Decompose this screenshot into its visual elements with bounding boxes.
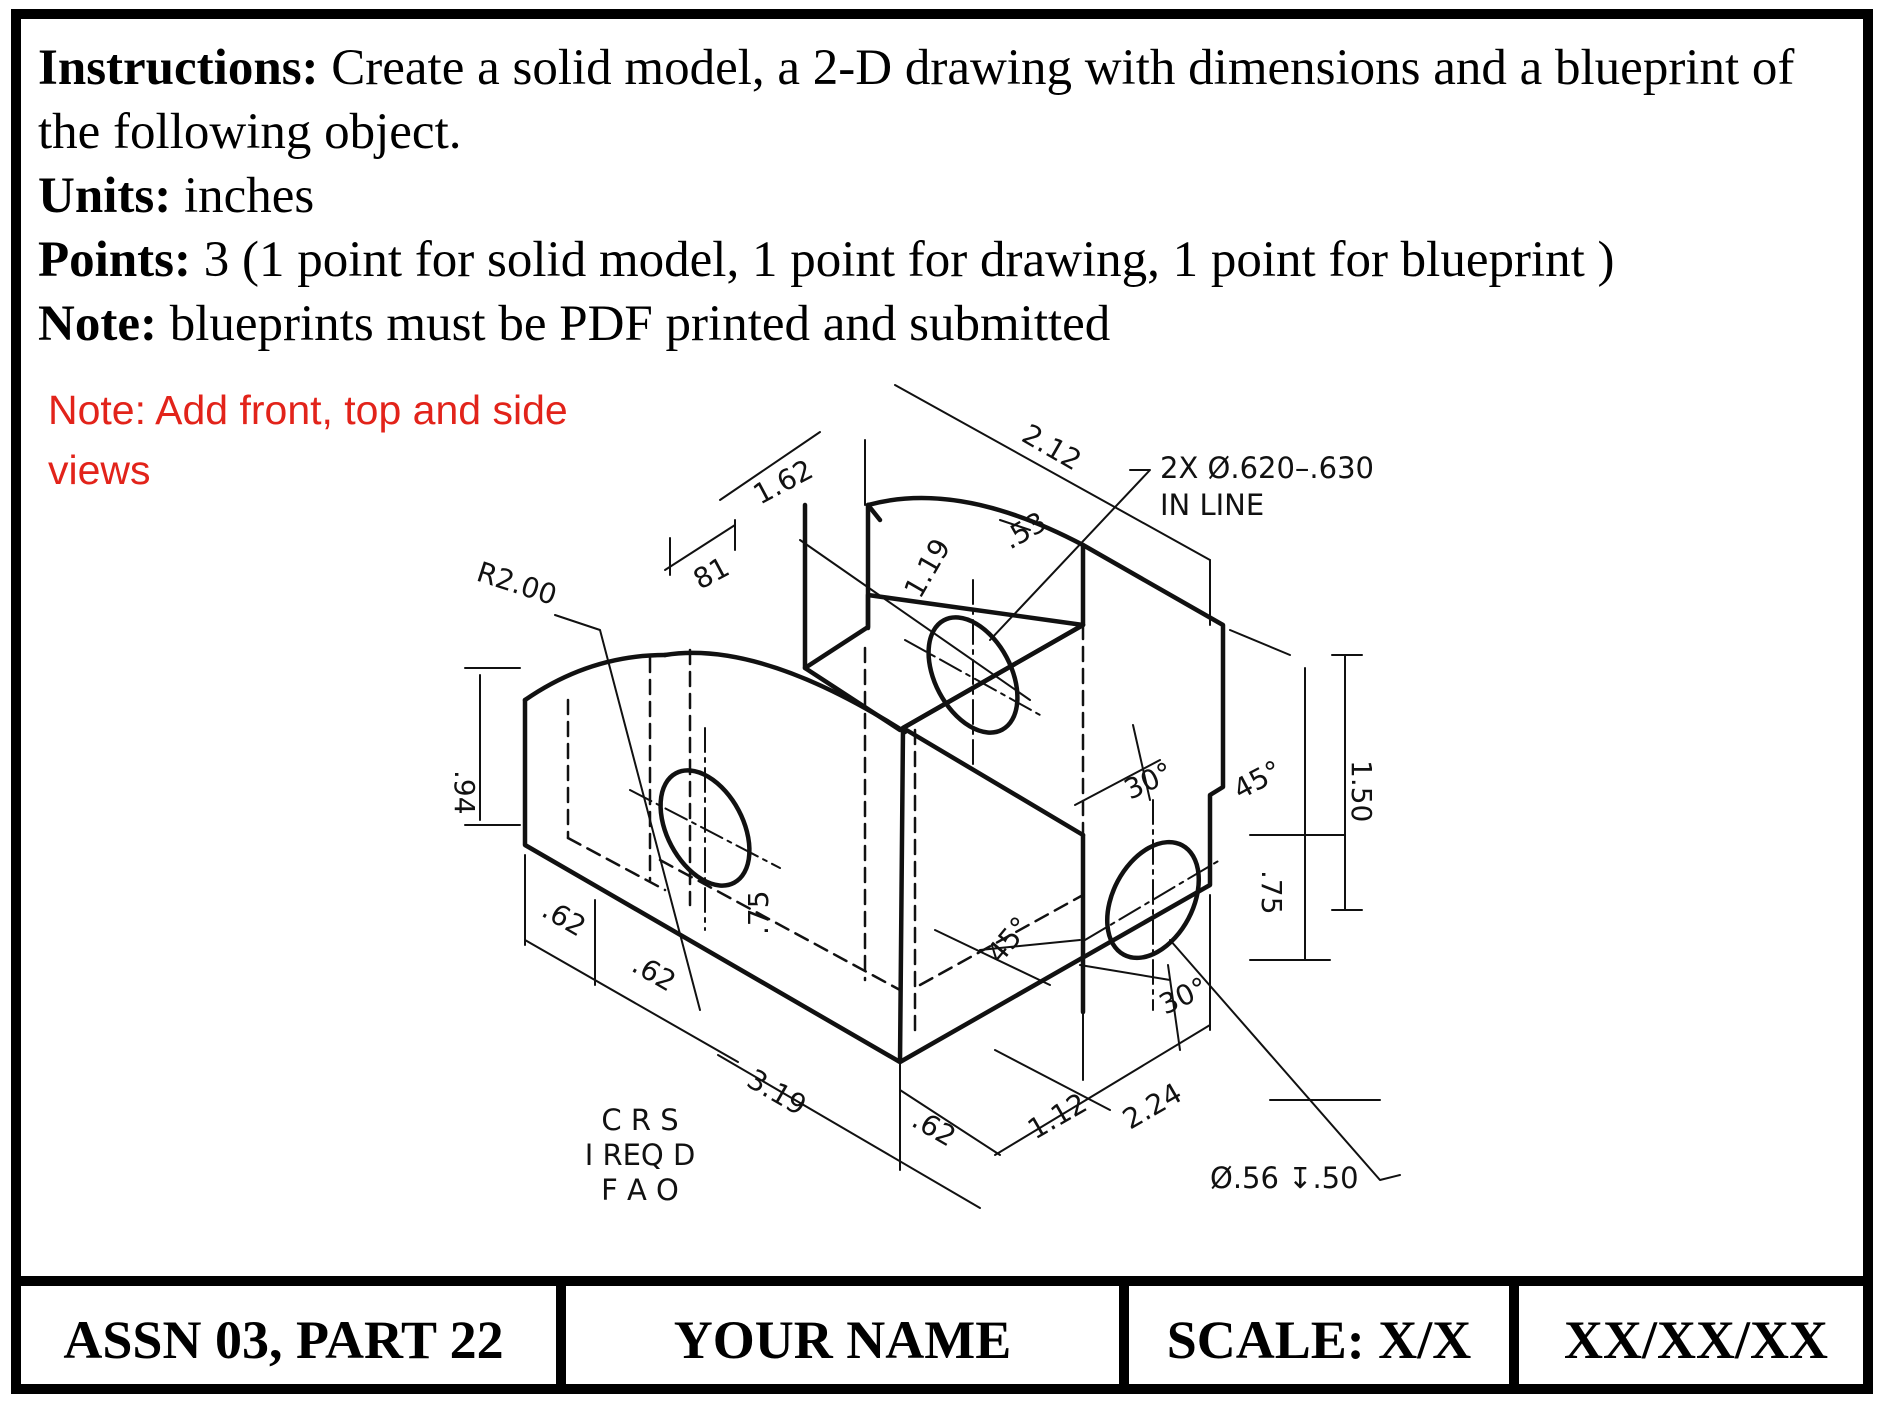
dim-224: 2.24 [1117, 1076, 1188, 1137]
dim-112: 1.12 [1022, 1086, 1093, 1147]
scale-cell: SCALE: X/X [1129, 1286, 1519, 1394]
dim-150: 1.50 [1345, 760, 1378, 823]
dim-075-bottom: .75 [742, 890, 775, 935]
dim-094: .94 [448, 770, 481, 815]
dim-030-bottom: 30° [1154, 970, 1213, 1022]
note-crs-line1: C R S [601, 1103, 679, 1137]
dim-319: 3.19 [741, 1062, 812, 1123]
points-line: Points: 3 (1 point for solid model, 1 point for drawing, 1 point for blueprint ) [38, 232, 1615, 288]
dim-030-top: 30° [1119, 755, 1178, 807]
hole-callout-line2: IN LINE [1160, 488, 1265, 522]
note-crs-line3: F A O [601, 1173, 679, 1207]
dim-062-c: .62 [906, 1102, 962, 1154]
title-block [11, 1276, 1873, 1394]
dim-162: 1.62 [747, 452, 819, 512]
dim-045-right: 45° [1227, 753, 1288, 807]
dim-062-a: .62 [536, 892, 592, 944]
dim-075-right: .75 [1255, 870, 1288, 915]
leader-lines [555, 470, 1400, 1180]
counterbore-callout: Ø.56 ↧.50 [1210, 1161, 1359, 1195]
dim-053: .53 [997, 505, 1053, 557]
note-line: Note: blueprints must be PDF printed and submitted [38, 296, 1111, 352]
hole-callout-line1: 2X Ø.620–.630 [1160, 451, 1375, 485]
dim-r200: R2.00 [472, 555, 561, 612]
dim-212: 2.12 [1016, 417, 1087, 478]
date-cell: XX/XX/XX [1564, 1310, 1828, 1370]
assignment-cell: ASSN 03, PART 22 [11, 1286, 566, 1394]
units-line: Units: inches [38, 168, 315, 224]
name-cell: YOUR NAME [566, 1286, 1129, 1394]
dim-045-bottom: 45° [980, 910, 1038, 970]
instructions-line: Instructions: Create a solid model, a 2-D drawing with dimensions and a blueprint of the following object. [38, 40, 1795, 160]
dim-119: 1.19 [897, 533, 958, 604]
note-crs-line2: I REQ D [584, 1138, 696, 1172]
red-note: Note: Add front, top and side views [48, 387, 568, 493]
dim-081: 81 [687, 550, 735, 597]
dim-062-b: .62 [626, 947, 682, 999]
